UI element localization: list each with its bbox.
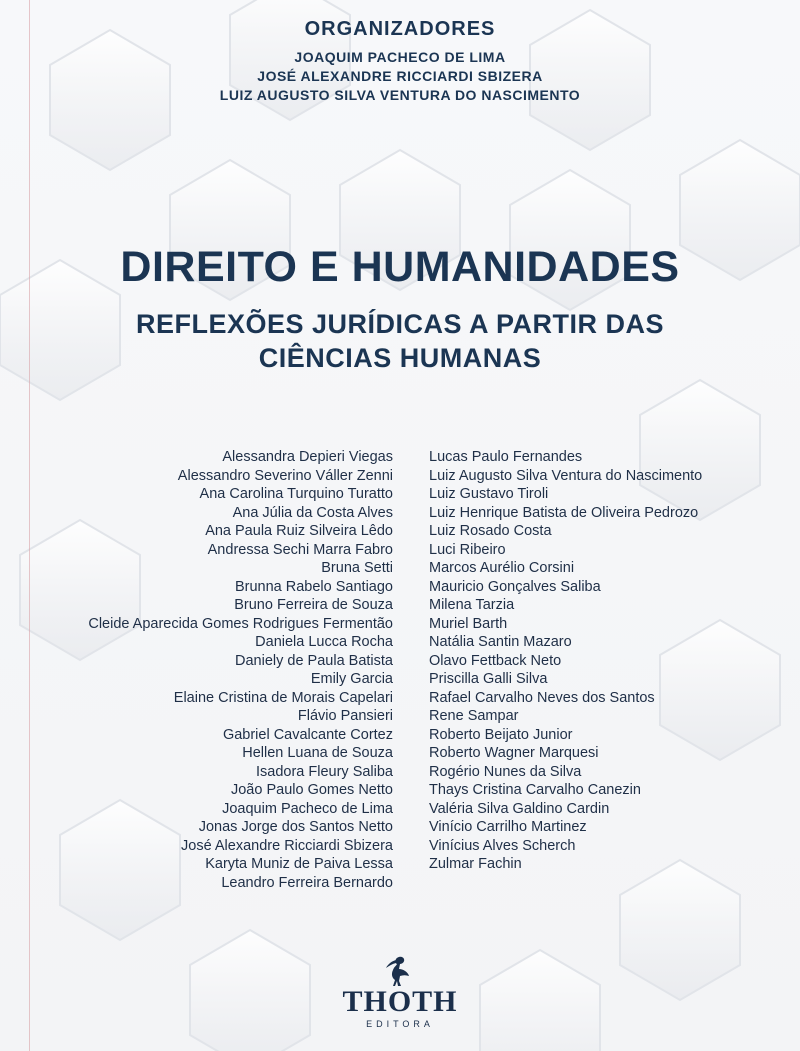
authors-list-left <box>88 448 393 892</box>
author-name: Milena Tarzia <box>429 597 515 613</box>
author-name: Rafael Carvalho Neves dos Santos <box>429 689 655 706</box>
author-name: Joaquim Pacheco de Lima <box>222 800 393 817</box>
author-name: José Alexandre Ricciardi Sbizera <box>181 837 393 854</box>
author-name: Brunna Rabelo Santiago <box>234 578 393 595</box>
author-name: Gabriel Cavalcante Cortez <box>222 726 393 743</box>
author-name: Luiz Rosado Costa <box>429 523 552 539</box>
author-name: Hellen Luana de Souza <box>242 745 393 761</box>
spine-line <box>29 0 30 1051</box>
ibis-bird-icon <box>382 955 418 989</box>
author-name: Ana Paula Ruiz Silveira Lêdo <box>205 523 393 539</box>
author-name: Isadora Fleury Saliba <box>255 763 393 780</box>
author-name: Vinícius Alves Scherch <box>429 837 576 854</box>
author-name: João Paulo Gomes Netto <box>230 782 393 798</box>
publisher-name: THOTH <box>342 985 458 1018</box>
author-name: Luci Ribeiro <box>429 541 506 558</box>
publisher-subtitle: EDITORA <box>366 1019 434 1029</box>
author-name: Andressa Sechi Marra Fabro <box>207 541 393 558</box>
author-name: Daniela Lucca Rocha <box>255 634 393 650</box>
author-name: Alessandro Severino Váller Zenni <box>177 467 393 484</box>
organizers-heading: ORGANIZADORES <box>304 18 496 40</box>
author-name: Natália Santin Mazaro <box>429 634 572 650</box>
author-name: Jonas Jorge dos Santos Netto <box>198 819 393 835</box>
author-name: Flávio Pansieri <box>297 708 393 724</box>
author-name: Karyta Muniz de Paiva Lessa <box>205 856 393 872</box>
book-subtitle-line: REFLEXÕES JURÍDICAS A PARTIR DAS <box>135 309 665 339</box>
book-subtitle-line: CIÊNCIAS HUMANAS <box>258 343 542 373</box>
author-name: Vinício Carrilho Martinez <box>429 819 587 835</box>
author-name: Muriel Barth <box>429 615 508 632</box>
author-name: Priscilla Galli Silva <box>429 671 548 687</box>
author-name: Rogério Nunes da Silva <box>429 763 582 780</box>
author-name: Roberto Beijato Junior <box>429 726 573 743</box>
organizer-name: LUIZ AUGUSTO SILVA VENTURA DO NASCIMENTO <box>219 87 581 103</box>
author-name: Elaine Cristina de Morais Capelari <box>173 689 393 706</box>
author-name: Bruno Ferreira de Souza <box>234 597 393 613</box>
author-name: Luiz Henrique Batista de Oliveira Pedrozo <box>429 504 699 521</box>
organizer-name: JOSÉ ALEXANDRE RICCIARDI SBIZERA <box>257 68 543 84</box>
author-name: Luiz Augusto Silva Ventura do Nascimento <box>429 467 703 484</box>
author-name: Olavo Fettback Neto <box>429 652 562 669</box>
book-title: DIREITO E HUMANIDADES <box>120 243 680 291</box>
author-name: Lucas Paulo Fernandes <box>429 449 583 465</box>
publisher-logo <box>330 955 470 1035</box>
author-name: Leandro Ferreira Bernardo <box>221 874 393 891</box>
author-name: Ana Júlia da Costa Alves <box>232 504 393 521</box>
author-name: Roberto Wagner Marquesi <box>429 745 599 761</box>
author-name: Emily Garcia <box>310 671 393 687</box>
organizer-name: JOAQUIM PACHECO DE LIMA <box>294 49 506 65</box>
author-name: Marcos Aurélio Corsini <box>429 560 575 576</box>
author-name: Luiz Gustavo Tiroli <box>429 486 549 502</box>
author-name: Bruna Setti <box>321 560 393 576</box>
author-name: Alessandra Depieri Viegas <box>222 449 393 465</box>
author-name: Thays Cristina Carvalho Canezin <box>429 782 641 798</box>
author-name: Mauricio Gonçalves Saliba <box>429 578 601 595</box>
author-name: Cleide Aparecida Gomes Rodrigues Fermentão <box>88 615 393 632</box>
author-name: Valéria Silva Galdino Cardin <box>429 800 610 817</box>
author-name: Daniely de Paula Batista <box>235 652 393 669</box>
authors-list-right <box>429 448 702 874</box>
author-name: Ana Carolina Turquino Turatto <box>199 486 393 502</box>
author-name: Zulmar Fachin <box>429 856 522 872</box>
author-name: Rene Sampar <box>429 708 519 724</box>
